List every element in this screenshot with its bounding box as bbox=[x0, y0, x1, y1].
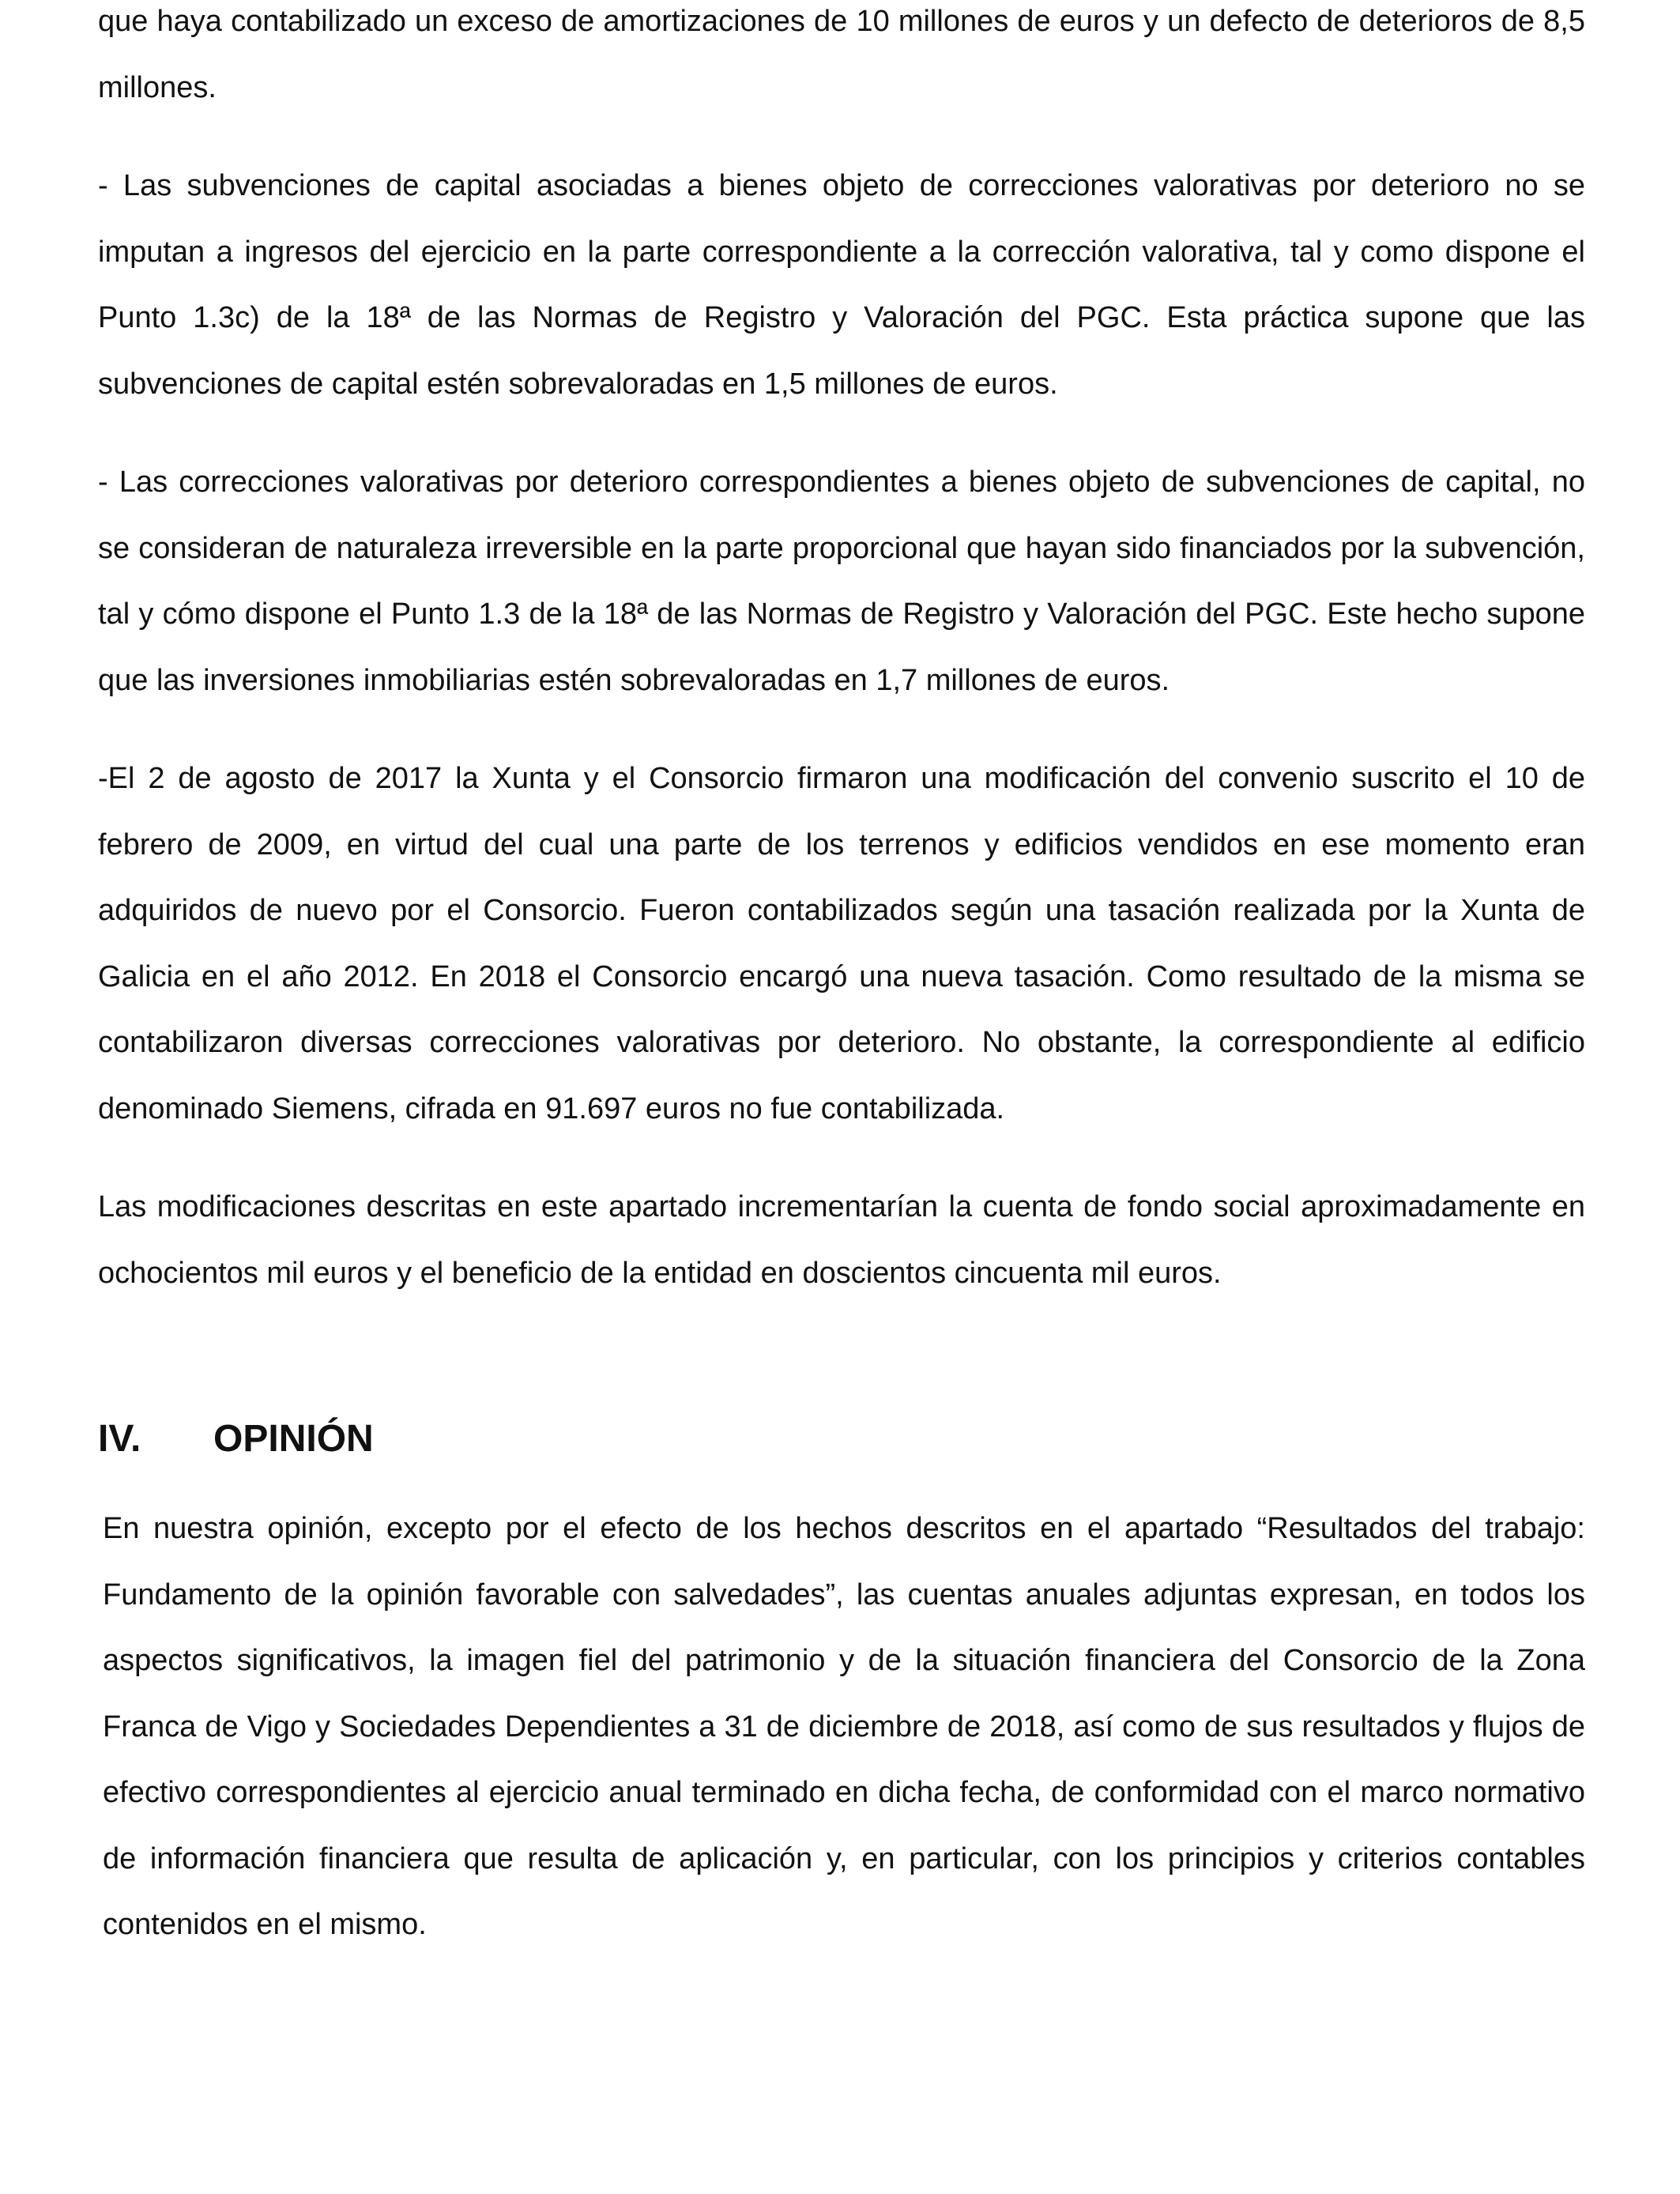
section-number: IV. bbox=[98, 1418, 141, 1460]
paragraph-opinion: En nuestra opinión, excepto por el efecto de los hechos descritos en el apartado “Resultados del trabajo: Fundamento de la opinión favorable con salvedades”, las cuentas anuales adjuntas expresan, en todos los aspectos significativos, la imagen fiel del patrimonio y de la situación financiera del Consorcio de la Zona Franca de Vigo y Sociedades Dependientes a 31 de diciembre de 2018, así como de sus resultados y flujos de efectivo correspondientes al ejercicio anual terminado en dicha fecha, de conformidad con el marco normativo de información financiera que resulta de aplicación y, en particular, con los principios y criterios contables contenidos en el mismo. bbox=[103, 1512, 1585, 1941]
paragraph-amortizaciones: que haya contabilizado un exceso de amortizaciones de 10 millones de euros y un defecto de deterioros de 8,5 millones. bbox=[98, 5, 1585, 104]
section-heading-opinion bbox=[98, 1416, 1585, 1463]
paragraph-modificaciones: Las modificaciones descritas en este apartado incrementarían la cuenta de fondo social aproximadamente en ochocientos mil euros y el beneficio de la entidad en doscientos cincuenta mil euros. bbox=[98, 1190, 1585, 1290]
paragraph-convenio-xunta: -El 2 de agosto de 2017 la Xunta y el Consorcio firmaron una modificación del convenio suscrito el 10 de febrero de 2009, en virtud del cual una parte de los terrenos y edificios vendidos en ese momento eran adquiridos de nuevo por el Consorcio. Fueron contabilizados según una tasación realizada por la Xunta de Galicia en el año 2012. En 2018 el Consorcio encargó una nueva tasación. Como resultado de la misma se contabilizaron diversas correcciones valorativas por deterioro. No obstante, la correspondiente al edificio denominado Siemens, cifrada en 91.697 euros no fue contabilizada. bbox=[98, 762, 1585, 1125]
section-title: OPINIÓN bbox=[213, 1418, 374, 1460]
document-page bbox=[98, 0, 1585, 1958]
paragraph-subvenciones: - Las subvenciones de capital asociadas a bienes objeto de correcciones valorativas por deterioro no se imputan a ingresos del ejercicio en la parte correspondiente a la corrección valorativa, tal y como dispone el Punto 1.3c) de la 18ª de las Normas de Registro y Valoración del PGC. Esta práctica supone que las subvenciones de capital estén sobrevaloradas en 1,5 millones de euros. bbox=[98, 169, 1585, 401]
paragraph-correcciones: - Las correcciones valorativas por deterioro correspondientes a bienes objeto de subvenciones de capital, no se consideran de naturaleza irreversible en la parte proporcional que hayan sido financiados por la subvención, tal y cómo dispone el Punto 1.3 de la 18ª de las Normas de Registro y Valoración del PGC. Este hecho supone que las inversiones inmobiliarias estén sobrevaloradas en 1,7 millones de euros. bbox=[98, 466, 1585, 697]
findings-section bbox=[98, 0, 1585, 1306]
